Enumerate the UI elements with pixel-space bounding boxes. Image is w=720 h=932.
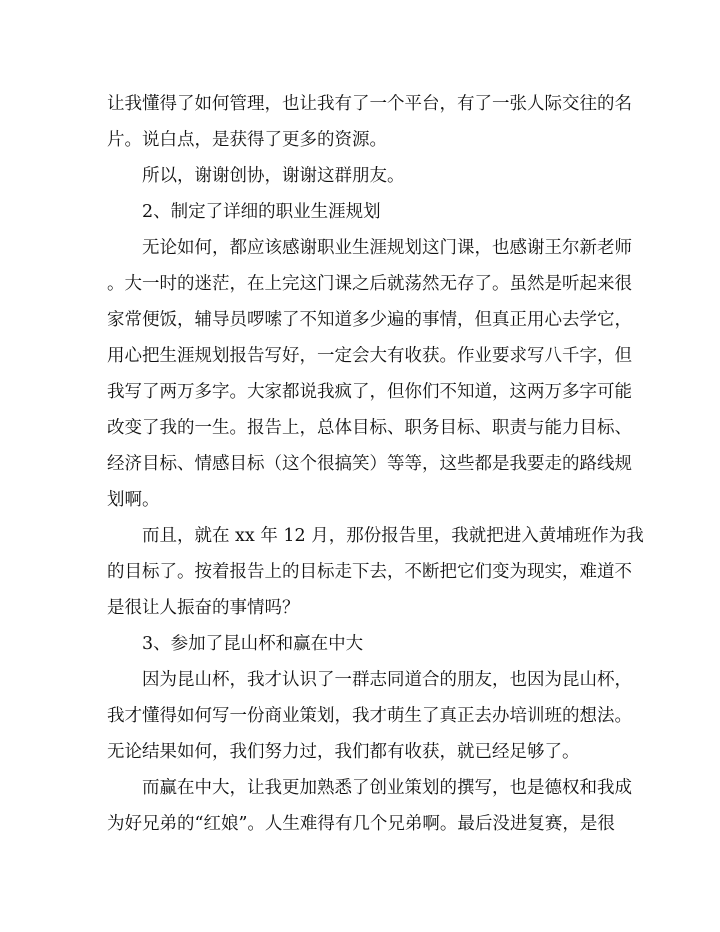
- text-line: 所以，谢谢创协，谢谢这群朋友。: [142, 166, 405, 186]
- text-line: 划啊。: [107, 490, 160, 510]
- text-line: 而且，就在 xx 年 12 月，那份报告里，我就把进入黄埔班作为我: [142, 526, 644, 546]
- text-line: 我才懂得如何写一份商业策划，我才萌生了真正去办培训班的想法。: [107, 706, 632, 726]
- text-line: 因为昆山杯，我才认识了一群志同道合的朋友，也因为昆山杯，: [142, 670, 632, 690]
- text-line: 家常便饭，辅导员啰嗦了不知道多少遍的事情，但真正用心去学它，: [107, 310, 632, 330]
- text-line: 用心把生涯规划报告写好，一定会大有收获。作业要求写八千字，但: [107, 346, 632, 366]
- section-heading: 3、参加了昆山杯和赢在中大: [142, 634, 364, 654]
- text-line: 改变了我的一生。报告上，总体目标、职务目标、职责与能力目标、: [107, 418, 632, 438]
- text-line: 的目标了。按着报告上的目标走下去，不断把它们变为现实，难道不: [107, 562, 632, 582]
- text-line: 无论如何，都应该感谢职业生涯规划这门课，也感谢王尔新老师: [142, 238, 632, 258]
- text-line: 是很让人振奋的事情吗？: [107, 598, 300, 618]
- text-line: 无论结果如何，我们努力过，我们都有收获，就已经足够了。: [107, 742, 580, 762]
- text-line: 片。说白点，是获得了更多的资源。: [107, 130, 387, 150]
- text-line: 我写了两万多字。大家都说我疯了，但你们不知道，这两万多字可能: [107, 382, 632, 402]
- text-line: 为好兄弟的“红娘”。人生难得有几个兄弟啊。最后没进复赛，是很: [107, 814, 615, 834]
- text-line: 经济目标、情感目标（这个很搞笑）等等，这些都是我要走的路线规: [107, 454, 632, 474]
- text-line: 让我懂得了如何管理，也让我有了一个平台，有了一张人际交往的名: [107, 94, 632, 114]
- text-line: 而赢在中大，让我更加熟悉了创业策划的撰写，也是德权和我成: [142, 778, 632, 798]
- section-heading: 2、制定了详细的职业生涯规划: [142, 202, 381, 222]
- text-line: 。大一时的迷茫，在上完这门课之后就荡然无存了。虽然是听起来很: [107, 274, 632, 294]
